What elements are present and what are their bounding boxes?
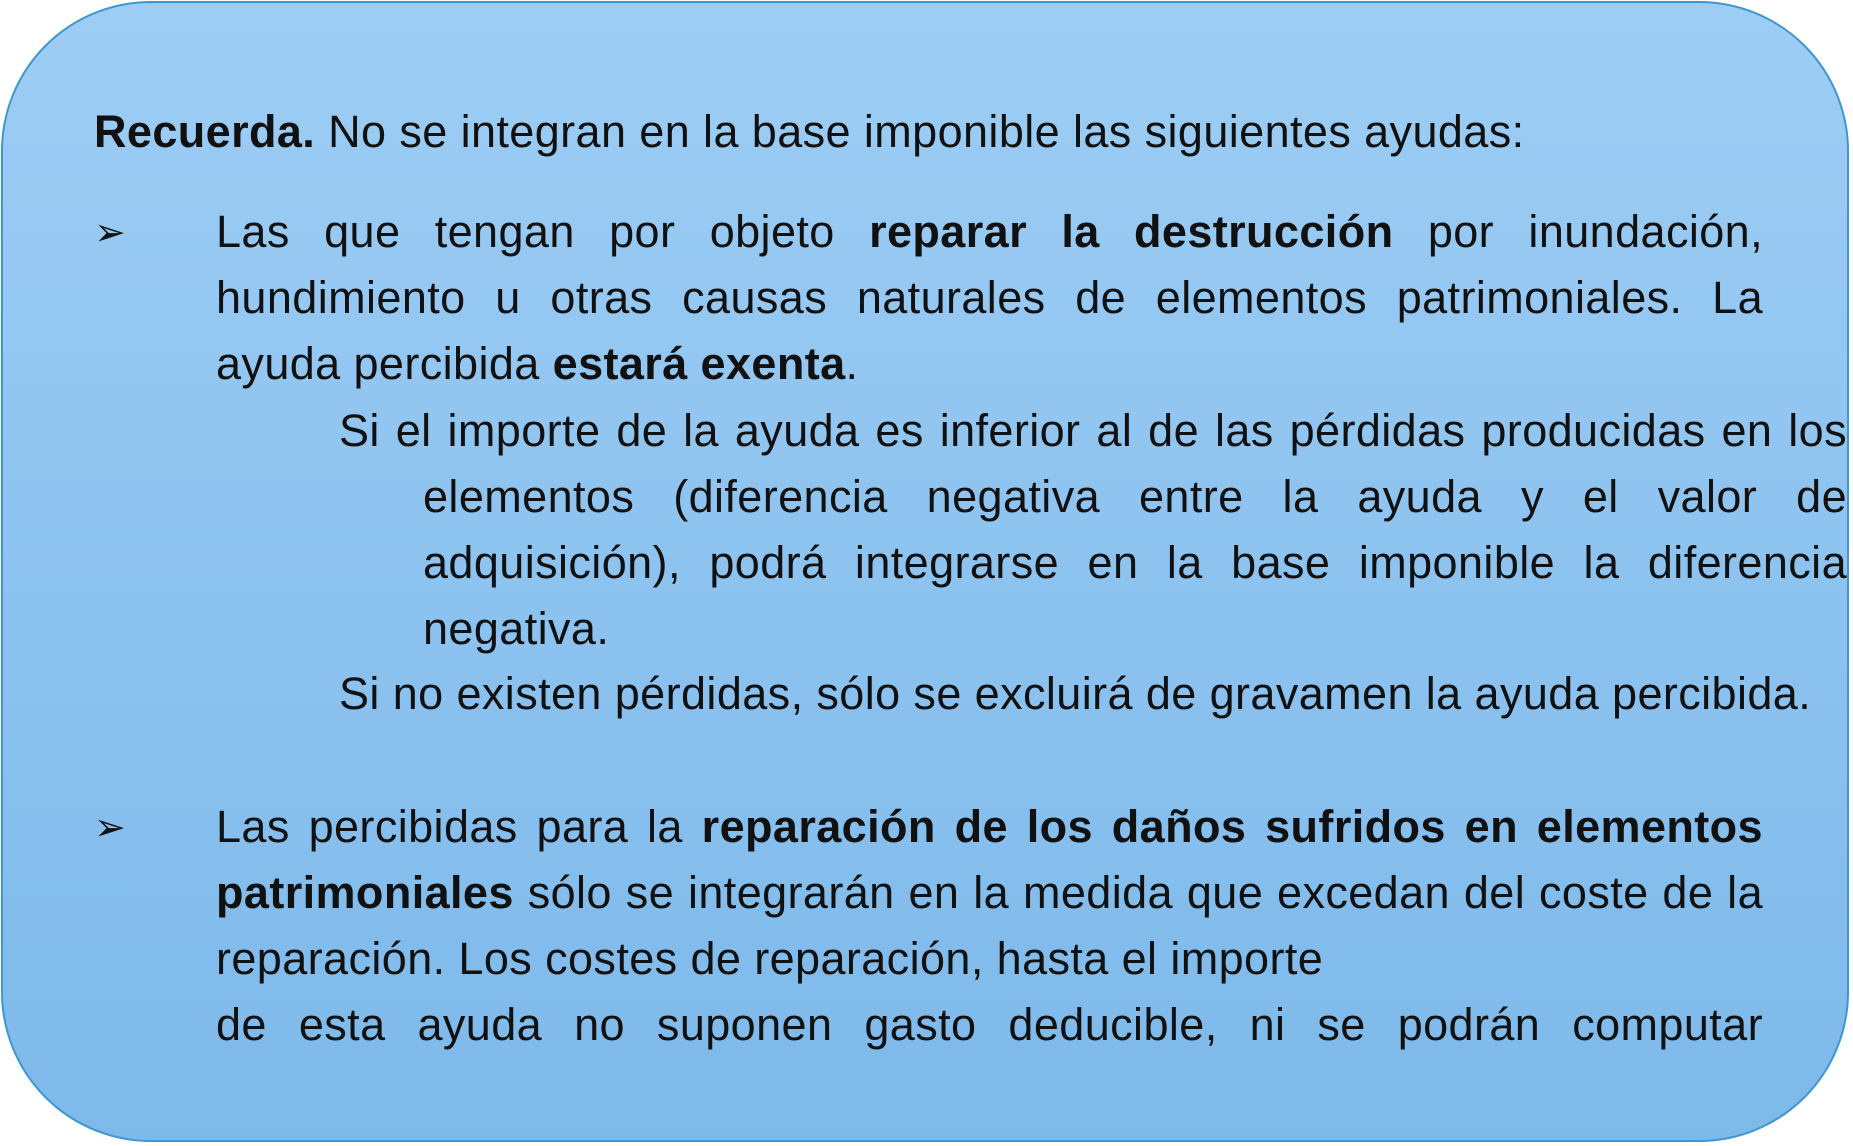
subitem-no-losses: Si no existen pérdidas, sólo se excluirá de gravamen la ayuda percibida. xyxy=(339,668,1812,719)
bold-segment: reparación de los daños sufridos en elementos patrimoniales xyxy=(216,801,1763,918)
text-segment: Las que tengan por objeto xyxy=(216,206,835,257)
text-segment: por inundación, hundimiento u otras causas naturales de elementos patrimoniales. La ayuda percibida xyxy=(216,206,1764,389)
arrowhead-bullet-icon: ➢ xyxy=(94,805,127,849)
list-item-text xyxy=(216,199,1763,397)
reminder-callout-box xyxy=(1,1,1849,1142)
intro-line xyxy=(94,99,1525,165)
list-item-text xyxy=(216,794,1763,1058)
bold-segment: reparar la destrucción xyxy=(869,206,1394,257)
text-segment: de esta ayuda no suponen gasto deducible, ni se podrán computar xyxy=(216,999,1763,1050)
arrowhead-bullet-icon: ➢ xyxy=(94,210,127,254)
intro-text: No se integran en la base imponible las siguientes ayudas: xyxy=(328,106,1525,157)
bold-segment: estará exenta xyxy=(552,338,846,389)
text-segment: Las percibidas para la xyxy=(216,801,683,852)
subitem-loss-difference: Si el importe de la ayuda es inferior al de las pérdidas producidas en los elementos (diferencia negativa entre la ayuda y el valor de adquisición), podrá integrarse en la base imponible la diferencia negativa. xyxy=(339,405,1847,654)
intro-label: Recuerda. xyxy=(94,106,316,157)
text-segment: . xyxy=(845,338,859,389)
text-segment: sólo se integrarán en la medida que excedan del coste de la reparación. Los costes de reparación, hasta el importe xyxy=(216,867,1764,984)
